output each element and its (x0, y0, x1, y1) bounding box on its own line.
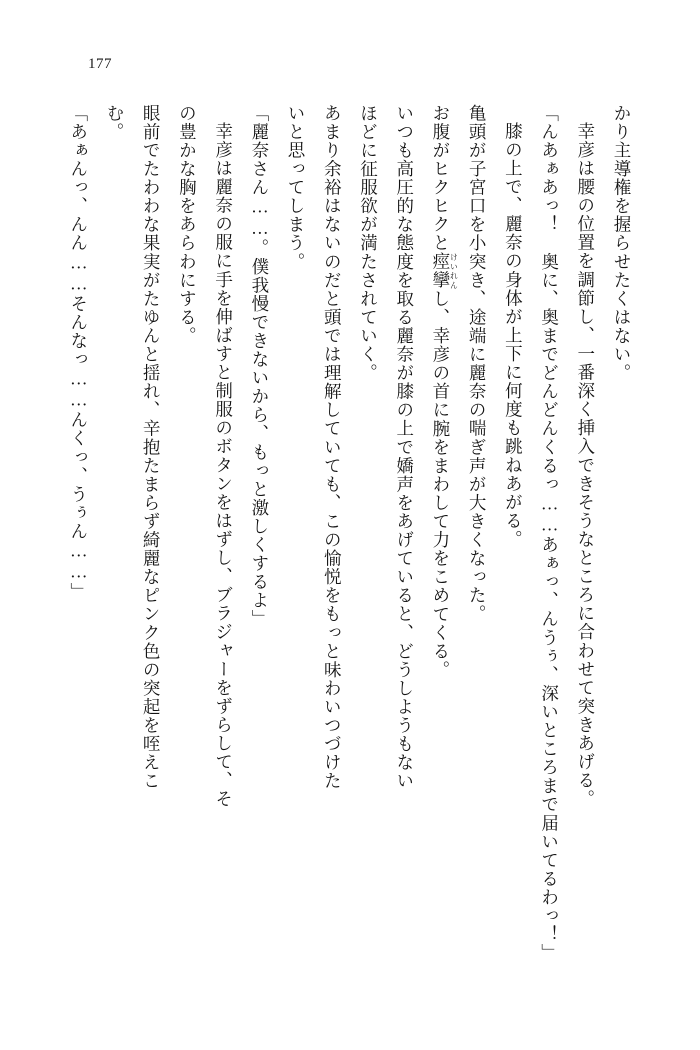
paragraph: 眼前でたわわな果実がたゆんと揺れ、辛抱たまらず綺麗なピンク色の突起を咥えこ (141, 104, 162, 791)
paragraph: の豊かな胸をあらわにする。 (177, 104, 198, 346)
paragraph: 「麗奈さん……。僕我慢できないから、もっと激しくするよ」 (249, 104, 270, 629)
paragraph: お腹がヒクヒクと痙攣けいれんし、幸彦の首に腕をまわして力をこめてくる。 (430, 104, 459, 680)
paragraph: いと思ってしまう。 (286, 104, 307, 271)
page-number: 177 (88, 56, 112, 72)
paragraph: 亀頭が子宮口を小突き、途端に麗奈の喘ぎ声が大きくなった。 (467, 104, 488, 624)
paragraph: 「あぁんっ、んん……そんなっ……んくっ、うぅん……」 (68, 104, 89, 602)
paragraph: いつも高圧的な態度を取る麗奈が膝の上で嬌声をあげていると、どうしようもない (394, 104, 415, 791)
paragraph: 幸彦は腰の位置を調節し、一番深く挿入できそうなところに合わせて突きあげる。 (575, 121, 596, 808)
paragraph: む。 (104, 104, 125, 142)
ruby-annotation: 痙攣けいれん (430, 252, 459, 290)
paragraph: 「んあぁあっ！ 奥に、奥までどんどんくるっ……あぁっ、んうぅ、深いところまで届いてるわっ！」 (539, 104, 560, 963)
body-text (60, 104, 640, 984)
paragraph: かり主導権を握らせたくはない。 (612, 104, 632, 383)
paragraph: 膝の上で、麗奈の身体が上下に何度も跳ねあがる。 (503, 121, 524, 549)
paragraph: あまり余裕はないのだと頭では理解していても、この愉悦をもっと味わいつづけた (322, 104, 343, 791)
paragraph: 幸彦は麗奈の服に手を伸ばすと制服のボタンをはずし、ブラジャーをずらして、そ (213, 121, 234, 808)
paragraph: ほどに征服欲が満たされていく。 (358, 104, 379, 383)
